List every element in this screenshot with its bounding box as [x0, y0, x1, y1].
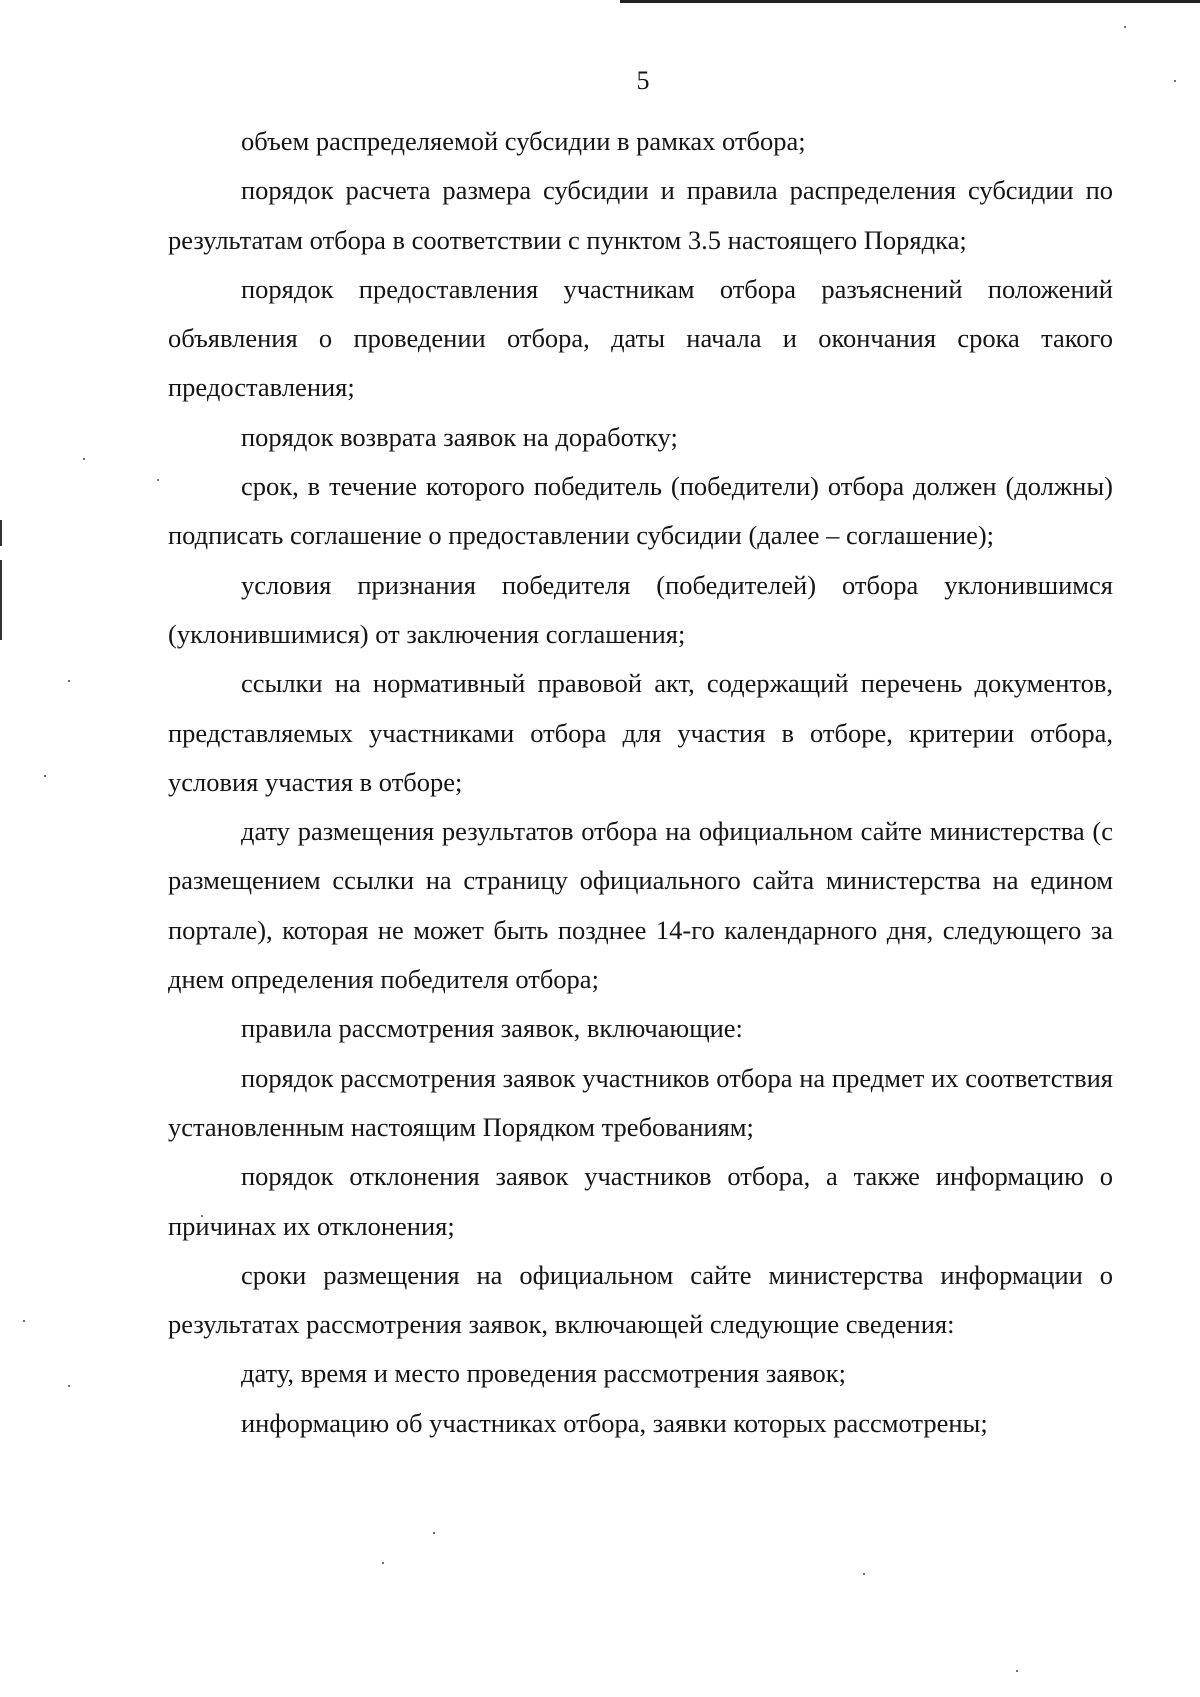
paragraph: правила рассмотрения заявок, включающие:: [241, 1013, 743, 1044]
paragraph: условия признания победителя (победителей) отбора уклонившимся (уклонившимися) от заключения соглашения;: [168, 569, 1113, 649]
scan-speck: [68, 1385, 70, 1387]
document-body: [168, 117, 1113, 1448]
scan-speck: [44, 775, 46, 777]
paragraph: сроки размещения на официальном сайте министерства информации о результатах рассмотрения заявок, включающей следующие сведения:: [168, 1259, 1113, 1340]
paragraph: порядок возврата заявок на доработку;: [241, 421, 678, 452]
paragraph: ссылки на нормативный правовой акт, содержащий перечень документов, представляемых участниками отбора для участия в отборе, критерии отбора, условия участия в отборе;: [168, 668, 1113, 797]
paragraph: порядок рассмотрения заявок участников отбора на предмет их соответствия установленным настоящим Порядком требованиям;: [168, 1062, 1113, 1142]
paragraph: срок, в течение которого победитель (победители) отбора должен (должны) подписать соглашение о предоставлении субсидии (далее – соглашение);: [168, 471, 1113, 551]
scan-edge-mark: [0, 560, 2, 640]
paragraph: порядок отклонения заявок участников отбора, а также информацию о причинах их отклонения;: [168, 1161, 1113, 1241]
paragraph: порядок предоставления участникам отбора разъяснений положений объявления о проведении отбора, даты начала и окончания срока такого предоставления;: [168, 273, 1113, 403]
scan-speck: [863, 1573, 865, 1575]
paragraph: дату, время и место проведения рассмотрения заявок;: [241, 1358, 847, 1389]
scan-speck: [23, 1320, 25, 1322]
scan-speck: [433, 1532, 435, 1534]
paragraph: дату размещения результатов отбора на официальном сайте министерства (с размещением ссылки на страницу официального сайта министерства на едином портале), которая не может быть позднее 14-го календарного дня, следующего за днем определения победителя отбора;: [168, 816, 1113, 995]
page-number: 5: [636, 66, 650, 95]
scan-speck: [157, 479, 159, 481]
scan-speck: [68, 680, 70, 682]
scan-speck: [1124, 26, 1126, 28]
scan-edge-rule: [620, 0, 1200, 3]
paragraph: порядок расчета размера субсидии и правила распределения субсидии по результатам отбора в соответствии с пунктом 3.5 настоящего Порядка;: [168, 175, 1113, 255]
paragraph: объем распределяемой субсидии в рамках отбора;: [241, 126, 806, 156]
scan-speck: [83, 458, 85, 460]
scan-speck: [1016, 1670, 1018, 1672]
paragraph: информацию об участниках отбора, заявки которых рассмотрены;: [241, 1407, 988, 1438]
scan-speck: [382, 1562, 384, 1564]
scan-edge-mark: [0, 520, 2, 546]
